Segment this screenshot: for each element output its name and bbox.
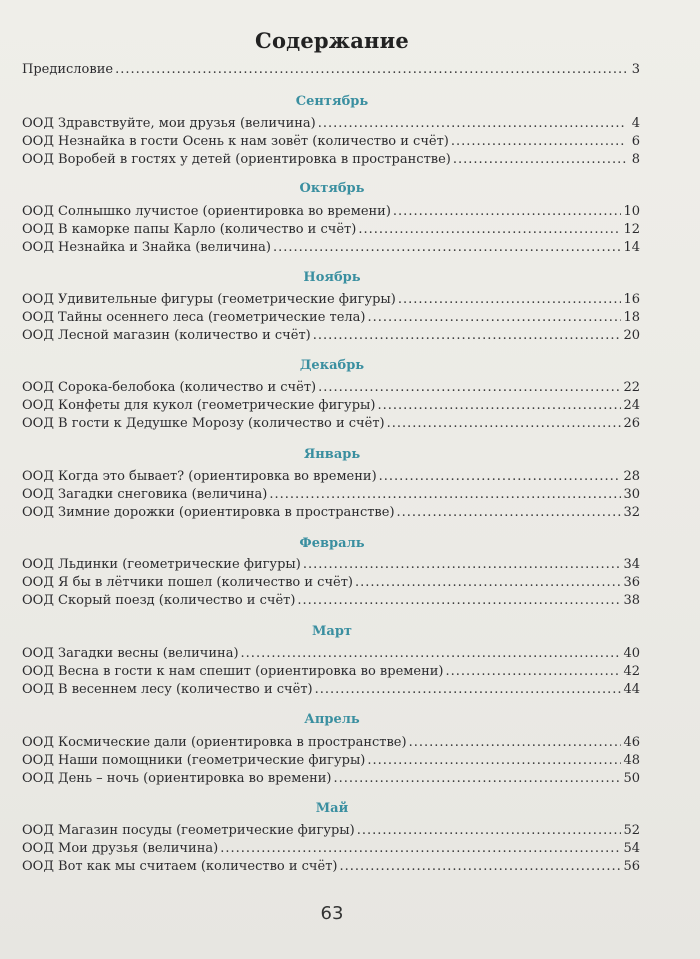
toc-entry-title: ООД День – ночь (ориентировка во времени) bbox=[22, 771, 332, 786]
toc-entry-title: ООД Скорый поезд (количество и счёт) bbox=[22, 593, 296, 608]
dot-leader bbox=[453, 151, 626, 169]
dot-leader bbox=[315, 681, 622, 699]
toc-entry bbox=[22, 397, 640, 415]
toc-entry-title: ООД Сорока-белобока (количество и счёт) bbox=[22, 380, 317, 395]
toc-entry-page: 14 bbox=[623, 240, 640, 255]
toc-entry-page: 44 bbox=[623, 682, 640, 697]
toc-entry-page: 10 bbox=[623, 204, 640, 219]
month-heading: Октябрь bbox=[299, 181, 365, 196]
toc-entry-title: ООД Космические дали (ориентировка в пространстве) bbox=[22, 735, 407, 750]
toc-entry bbox=[22, 309, 640, 327]
toc-entry-title: ООД Я бы в лётчики пошел (количество и счёт) bbox=[22, 575, 354, 590]
toc-entry bbox=[22, 734, 640, 752]
toc-entry-page: 8 bbox=[631, 152, 640, 167]
toc-entry-title: ООД В весеннем лесу (количество и счёт) bbox=[22, 682, 313, 697]
toc-entry bbox=[22, 822, 640, 840]
dot-leader bbox=[333, 770, 621, 788]
month-heading: Февраль bbox=[299, 536, 365, 551]
toc-entry-title: ООД Когда это бывает? (ориентировка во времени) bbox=[22, 469, 377, 484]
toc-entry-title: ООД Вот как мы считаем (количество и счёт) bbox=[22, 859, 338, 874]
toc-entry bbox=[22, 681, 640, 699]
dot-leader bbox=[397, 504, 622, 522]
dot-leader bbox=[387, 415, 622, 433]
toc-entry bbox=[22, 221, 640, 239]
page-number: 63 bbox=[320, 903, 344, 924]
toc-entry bbox=[22, 133, 640, 151]
dot-leader bbox=[357, 822, 622, 840]
toc-entry-page: 12 bbox=[623, 222, 640, 237]
dot-leader bbox=[297, 592, 621, 610]
dot-leader bbox=[313, 327, 622, 345]
dot-leader bbox=[451, 133, 626, 151]
toc-entry-title: ООД Незнайка и Знайка (величина) bbox=[22, 240, 271, 255]
toc-entry-page: 16 bbox=[623, 292, 640, 307]
month-heading: Сентябрь bbox=[295, 94, 369, 109]
toc-entry-page: 50 bbox=[623, 771, 640, 786]
dot-leader bbox=[115, 61, 626, 79]
dot-leader bbox=[377, 397, 621, 415]
dot-leader bbox=[355, 574, 621, 592]
toc-entry-page: 38 bbox=[623, 593, 640, 608]
toc-entry-title: ООД Незнайка в гости Осень к нам зовёт (количество и счёт) bbox=[22, 134, 449, 149]
toc-entry-page: 22 bbox=[623, 380, 640, 395]
dot-leader bbox=[379, 468, 622, 486]
page-title: Содержание bbox=[255, 28, 409, 53]
month-heading: Январь bbox=[303, 447, 361, 462]
toc-entry-page: 36 bbox=[623, 575, 640, 590]
dot-leader bbox=[358, 221, 621, 239]
toc-entry bbox=[22, 115, 640, 133]
toc-entry bbox=[22, 858, 640, 876]
toc-entry-page: 46 bbox=[623, 735, 640, 750]
toc-entry bbox=[22, 504, 640, 522]
dot-leader bbox=[393, 203, 622, 221]
toc-entry bbox=[22, 663, 640, 681]
toc-entry bbox=[22, 574, 640, 592]
toc-entry-page: 28 bbox=[623, 469, 640, 484]
toc-entry-title: ООД Наши помощники (геометрические фигуры) bbox=[22, 753, 366, 768]
dot-leader bbox=[398, 291, 622, 309]
toc-entry-title: ООД Конфеты для кукол (геометрические фигуры) bbox=[22, 398, 376, 413]
toc-entry bbox=[22, 645, 640, 663]
toc-entry bbox=[22, 486, 640, 504]
toc-entry-page: 3 bbox=[631, 62, 640, 77]
dot-leader bbox=[220, 840, 621, 858]
toc-entry bbox=[22, 203, 640, 221]
toc-entry-page: 26 bbox=[623, 416, 640, 431]
toc-entry-title: ООД Мои друзья (величина) bbox=[22, 841, 219, 856]
dot-leader bbox=[241, 645, 622, 663]
dot-leader bbox=[318, 379, 621, 397]
dot-leader bbox=[303, 556, 622, 574]
toc-entry-preface bbox=[22, 61, 640, 79]
toc-entry-title: ООД Магазин посуды (геометрические фигуры) bbox=[22, 823, 355, 838]
toc-entry-page: 34 bbox=[623, 557, 640, 572]
toc-entry bbox=[22, 592, 640, 610]
toc-entry-title: ООД Загадки весны (величина) bbox=[22, 646, 239, 661]
toc-entry-page: 20 bbox=[623, 328, 640, 343]
toc-entry-page: 30 bbox=[623, 487, 640, 502]
toc-entry bbox=[22, 239, 640, 257]
toc-entry-title: ООД Загадки снеговика (величина) bbox=[22, 487, 268, 502]
toc-entry bbox=[22, 151, 640, 169]
month-heading: Май bbox=[315, 801, 349, 816]
toc-entry bbox=[22, 752, 640, 770]
dot-leader bbox=[409, 734, 622, 752]
toc-entry-title: Предисловие bbox=[22, 62, 114, 77]
toc-entry-page: 32 bbox=[623, 505, 640, 520]
toc-entry-title: ООД В каморке папы Карло (количество и счёт) bbox=[22, 222, 357, 237]
toc-entry-title: ООД Солнышко лучистое (ориентировка во времени) bbox=[22, 204, 391, 219]
toc-entry bbox=[22, 468, 640, 486]
toc-entry-page: 54 bbox=[623, 841, 640, 856]
toc-entry-title: ООД Весна в гости к нам спешит (ориентировка во времени) bbox=[22, 664, 444, 679]
toc-entry bbox=[22, 770, 640, 788]
toc-entry-page: 24 bbox=[623, 398, 640, 413]
month-heading: Декабрь bbox=[299, 358, 365, 373]
toc-entry-page: 52 bbox=[623, 823, 640, 838]
toc-entry-title: ООД Здравствуйте, мои друзья (величина) bbox=[22, 116, 316, 131]
toc-entry-page: 42 bbox=[623, 664, 640, 679]
toc-entry-title: ООД Тайны осеннего леса (геометрические тела) bbox=[22, 310, 366, 325]
toc-entry-title: ООД Льдинки (геометрические фигуры) bbox=[22, 557, 301, 572]
dot-leader bbox=[445, 663, 621, 681]
toc-entry bbox=[22, 840, 640, 858]
dot-leader bbox=[368, 309, 622, 327]
toc-entry bbox=[22, 291, 640, 309]
dot-leader bbox=[339, 858, 621, 876]
toc-entry bbox=[22, 415, 640, 433]
toc-entry bbox=[22, 379, 640, 397]
toc-entry-title: ООД Зимние дорожки (ориентировка в пространстве) bbox=[22, 505, 395, 520]
toc-entry-page: 6 bbox=[631, 134, 640, 149]
toc-entry-page: 18 bbox=[623, 310, 640, 325]
dot-leader bbox=[269, 486, 621, 504]
toc-entry bbox=[22, 327, 640, 345]
toc-entry-page: 40 bbox=[623, 646, 640, 661]
toc-entry-title: ООД Удивительные фигуры (геометрические фигуры) bbox=[22, 292, 396, 307]
toc-entry-page: 56 bbox=[623, 859, 640, 874]
toc-entry bbox=[22, 556, 640, 574]
toc-entry-title: ООД Воробей в гостях у детей (ориентировка в пространстве) bbox=[22, 152, 451, 167]
dot-leader bbox=[367, 752, 621, 770]
month-heading: Март bbox=[312, 624, 352, 639]
month-heading: Ноябрь bbox=[303, 270, 361, 285]
dot-leader bbox=[318, 115, 626, 133]
toc-entry-title: ООД В гости к Дедушке Морозу (количество и счёт) bbox=[22, 416, 385, 431]
toc-entry-page: 4 bbox=[631, 116, 640, 131]
month-heading: Апрель bbox=[304, 712, 360, 727]
toc-entry-title: ООД Лесной магазин (количество и счёт) bbox=[22, 328, 311, 343]
toc-entry-page: 48 bbox=[623, 753, 640, 768]
dot-leader bbox=[273, 239, 621, 257]
